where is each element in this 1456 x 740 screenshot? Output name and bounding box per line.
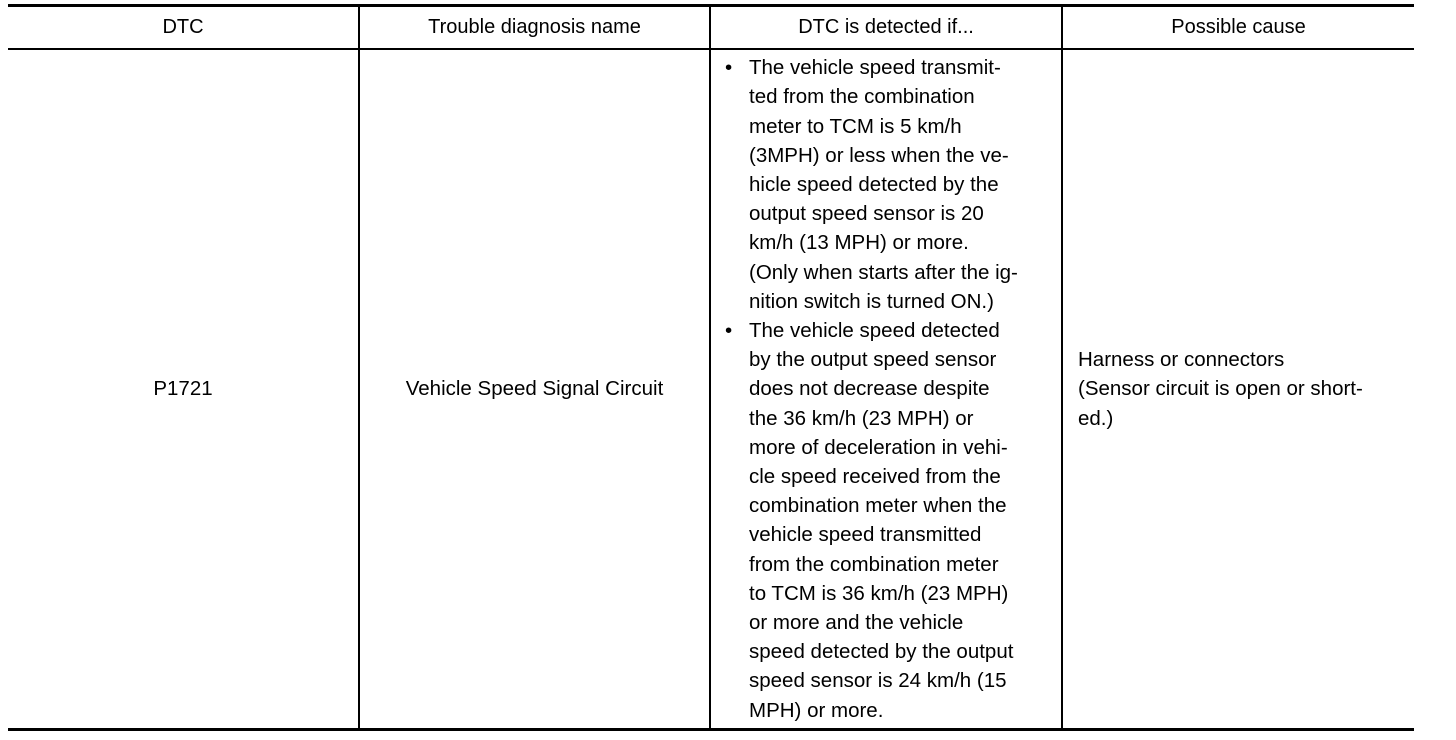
cause-line: Harness or connectors [1078,348,1285,372]
condition-line: speed sensor is 24 km/h (15 [749,669,1007,693]
condition-line: km/h (13 MPH) or more. [749,231,969,255]
dtc-code: P1721 [153,377,213,401]
condition-line: speed detected by the output [749,640,1014,664]
table-row [8,49,1414,730]
condition-line: (3MPH) or less when the ve- [749,143,1009,167]
possible-cause-cell [1062,49,1414,730]
header-row [8,6,1414,50]
cause-line: (Sensor circuit is open or short- [1078,377,1363,401]
condition-list [711,53,1061,725]
header-trouble-diagnosis-name: Trouble diagnosis name [359,6,710,50]
dtc-table [8,4,1414,731]
condition-line: cle speed received from the [749,465,1001,488]
detection-condition-cell [710,49,1062,730]
condition-line: or more and the vehicle [749,611,964,635]
condition-line: MPH) or more. [749,698,884,722]
condition-item-2 [725,316,1051,725]
condition-line: hicle speed detected by the [749,172,999,196]
diagnosis-name-cell [359,49,710,730]
dtc-code-cell [8,49,359,730]
condition-line: vehicle speed transmitted [749,523,982,547]
diagnosis-name: Vehicle Speed Signal Circuit [405,377,664,401]
condition-line: output speed sensor is 20 [749,202,984,226]
header-dtc: DTC [8,6,359,50]
condition-line: (Only when starts after the ig- [749,260,1018,284]
condition-line: to TCM is 36 km/h (23 MPH) [749,581,1009,605]
condition-line: by the output speed sensor [749,348,997,372]
header-detection-condition: DTC is detected if... [710,6,1062,50]
condition-line: more of deceleration in vehi- [749,435,1008,459]
header-possible-cause: Possible cause [1062,6,1414,50]
condition-line: the 36 km/h (23 MPH) or [749,406,974,430]
condition-item-1 [725,53,1051,316]
condition-line: meter to TCM is 5 km/h [749,114,962,138]
condition-line: from the combination meter [749,552,999,576]
bullet-icon: • [725,56,733,80]
bullet-icon: • [725,318,733,342]
condition-line: The vehicle speed detected [749,318,1000,342]
condition-line: combination meter when the [749,494,1007,518]
condition-line: The vehicle speed transmit- [749,56,1001,80]
condition-line: nition switch is turned ON.) [749,289,994,313]
condition-line: ted from the combination [749,85,975,109]
cause-line: ed.) [1078,406,1114,430]
condition-line: does not decrease despite [749,377,990,401]
